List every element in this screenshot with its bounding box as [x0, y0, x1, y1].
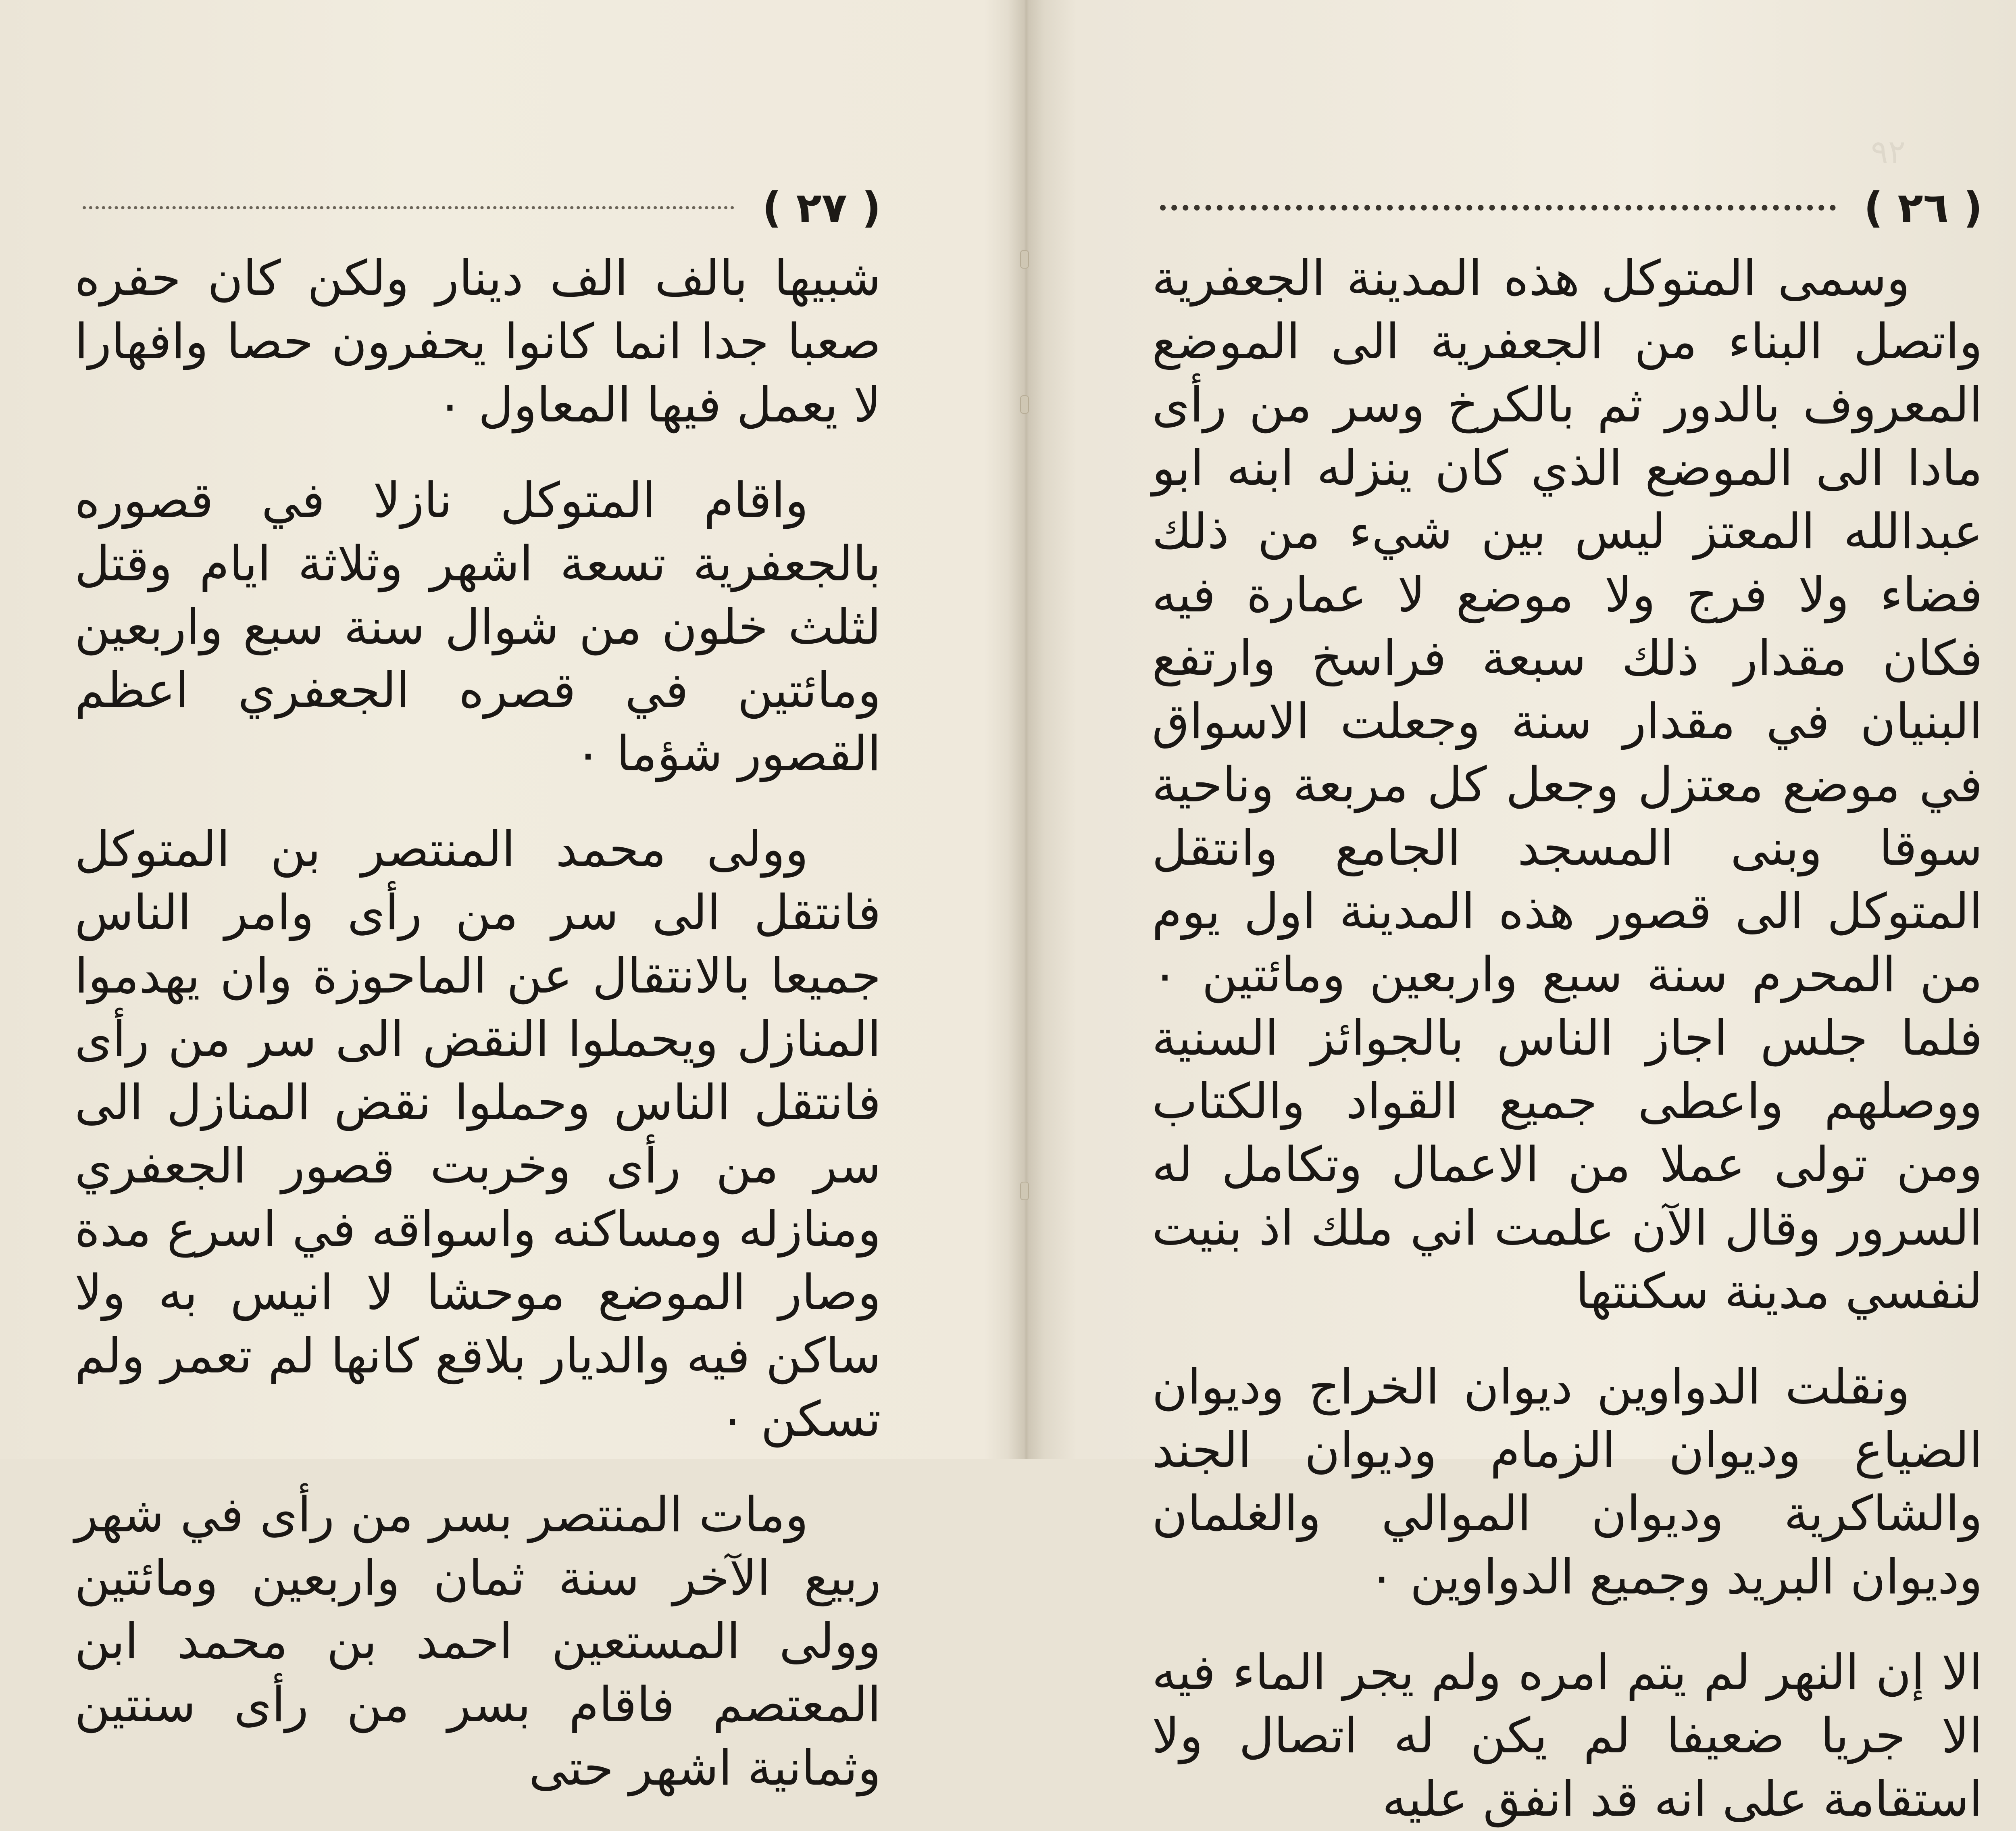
- right-page: [1032, 0, 2016, 1827]
- right-page-body: [1152, 247, 1983, 1831]
- page-number: ( ٢٧ ): [762, 183, 881, 232]
- paragraph: شبيها بالف الف دينار ولكن كان حفره صعبا جدا انما كانوا يحفرون حصا وافهارا لا يعمل فيها المعاول ٠: [75, 250, 881, 433]
- dotted-rule: [83, 206, 734, 209]
- paragraph: وولى محمد المنتصر بن المتوكل فانتقل الى سر من رأى وامر الناس جميعا بالانتقال عن الماحوزة وان يهدموا المنازل ويحملوا النقض الى سر من رأى فانتقل الناس وحملوا نقض المنازل الى سر من رأى وخربت قصور الجعفري ومنازله ومساكنه واسواقه في اسرع مدة وصار الموضع موحشا لا انيس به ولا ساكن فيه والديار بلاقع كانها لم تعمر ولم تسكن ٠: [75, 822, 881, 1447]
- binding-stitch: [1020, 250, 1029, 269]
- paragraph: ومات المنتصر بسر من رأى في شهر ربيع الآخر سنة ثمان واربعين ومائتين وولى المستعين احمد بن محمد ابن المعتصم فاقام بسر من رأى سنتين وثمانية اشهر حتى: [75, 1487, 881, 1796]
- dotted-rule: [1160, 205, 1836, 211]
- paragraph: وسمى المتوكل هذه المدينة الجعفرية واتصل البناء من الجعفرية الى الموضع المعروف بالدور ثم بالكرخ وسر من رأى مادا الى الموضع الذي كان ينزله ابنه ابو عبدالله المعتز ليس بين شيء من ذلك فضاء ولا فرج ولا موضع لا عمارة فيه فكان مقدار ذلك سبعة فراسخ وارتفع البنيان في مقدار سنة وجعلت الاسواق في موضع معتزل وجعل كل مربعة وناحية سوقا وبنى المسجد الجامع وانتقل المتوكل الى قصور هذه المدينة اول يوم من المحرم سنة سبع واربعين ومائتين ٠ فلما جلس اجاز الناس بالجوائز السنية ووصلهم واعطى جميع القواد والكتاب ومن تولى عملا من الاعمال وتكامل له السرور وقال الآن علمت اني ملك اذ بنيت لنفسي مدينة سكنتها: [1152, 250, 1983, 1320]
- page-number: ( ٢٦ ): [1864, 183, 1983, 232]
- paragraph: واقام المتوكل نازلا في قصوره بالجعفرية تسعة اشهر وثلاثة ايام وقتل لثلث خلون من شوال سنة سبع واربعين ومائتين في قصره الجعفري اعظم القصور شؤما ٠: [75, 473, 881, 782]
- bleed-through-text: ٩٢: [1871, 133, 1906, 171]
- paragraph: ونقلت الدواوين ديوان الخراج وديوان الضياع وديوان الزمام وديوان الجند والشاكرية وديوان الموالي والغلمان وديوان البريد وجميع الدواوين ٠: [1152, 1359, 1983, 1605]
- left-page: [0, 0, 1020, 1796]
- left-page-body: [75, 247, 881, 1800]
- binding-stitch: [1020, 395, 1029, 414]
- paragraph: الا إن النهر لم يتم امره ولم يجر الماء فيه الا جريا ضعيفا لم يكن له اتصال ولا استقامة على انه قد انفق عليه: [1152, 1645, 1983, 1827]
- right-page-header: [1160, 177, 1983, 238]
- left-page-header: [83, 177, 881, 238]
- binding-stitch: [1020, 1182, 1029, 1200]
